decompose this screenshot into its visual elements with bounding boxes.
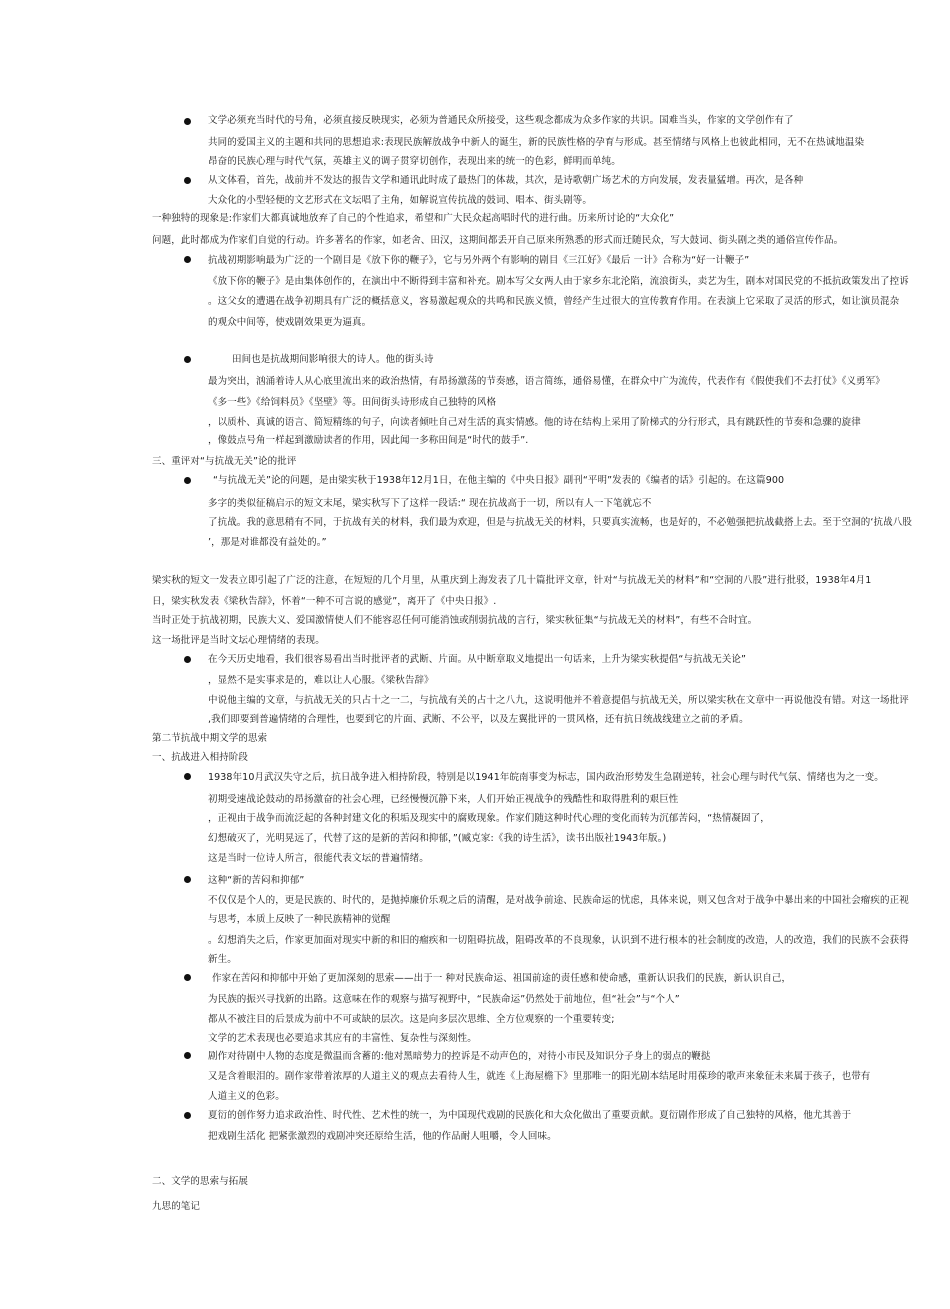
bullet-7 bbox=[184, 773, 191, 780]
text-line: 1938年10月武汉失守之后，抗日战争进入相持阶段，特别是以1941年皖南事变为标志，国内政治形势发生急剧逆转，社会心理与时代气氛、情绪也为之一变。 bbox=[208, 772, 884, 783]
text-line: 为民族的振兴寻找新的出路。这意味在作的观察与描写视野中，“民族命运”仍然处于前地位，但“社会”与“个人” bbox=[208, 994, 680, 1005]
text-line: 不仅仅是个人的，更是民族的、时代的，是抛掉廉价乐观之后的清醒，是对战争前途、民族命运的忧虑，具体来说，则又包含对于战争中暴出来的中国社会瘤疾的正视 bbox=[208, 895, 909, 906]
text-line: 又是含着眼泪的。剧作家带着浓厚的人道主义的观点去看待人生，就连《上海屋檐下》里那唯一的阳光剧本结尾时用葆珍的歌声来象征未来属于孩子，也带有 bbox=[208, 1071, 871, 1082]
text-line: 中说他主编的文章，与抗战无关的只占十之一二，与抗战有关的占十之八九，这说明他并不着意提倡与抗战无关，所以梁实秋在文章中一再说他没有错。对这一场批评 bbox=[208, 695, 909, 706]
text-line: 作家在苦闷和抑郁中开始了更加深刻的思索——出于一 种对民族命运、祖国前途的责任感和使命感，重新认识我们的民族，新认识自己， bbox=[212, 973, 792, 984]
text-line: 问题，此时都成为作家们自觉的行动。许多著名的作家，如老舍、田汉，这期间都丢开自己原来所熟悉的形式而迁随民众，写大鼓词、街头剧之类的通俗宣传作品。 bbox=[152, 235, 844, 246]
text-line: 与思考，本质上反映了一种民族精神的觉醒 bbox=[208, 914, 391, 925]
text-line: 田间也是抗战期间影响很大的诗人。他的街头诗 bbox=[232, 354, 434, 365]
text-line: 当时正处于抗战初期，民族大义、爱国激情使人们不能容忍任何可能消蚀或削弱抗战的言行，梁实秋征集“与抗战无关的材料”，有些不合时宜。 bbox=[152, 615, 758, 626]
footer-note: 九思的笔记 bbox=[152, 1201, 201, 1212]
text-line: 从文体看，首先，战前并不发达的报告文学和通讯此时成了最热门的体裁，其次，是诗歌朝广场艺术的方向发展，发表量猛增。再次，是各种 bbox=[208, 175, 804, 186]
text-line: 《多一些》《给饲料员》《坚壁》等。田间街头诗形成自己独特的风格 bbox=[208, 397, 497, 408]
text-line: 。这父女的遭遇在战争初期具有广泛的概括意义，容易激起观众的共鸣和民族义愤，曾经产生过很大的宣传教育作用。在表演上它采取了灵活的形式，如让演员混杂 bbox=[208, 296, 900, 307]
text-line: 了抗战。我的意思稍有不同，于抗战有关的材料，我们最为欢迎，但是与抗战无关的材料，只要真实流畅，也是好的，不必勉强把抗战截搭上去。至于空洞的‘抗战八股 bbox=[208, 517, 912, 528]
bullet-4 bbox=[184, 356, 191, 363]
text-line: 的观众中间等，使戏剧效果更为逼真。 bbox=[208, 317, 372, 328]
section-heading: 三、重评对“与抗战无关”论的批评 bbox=[152, 456, 297, 467]
text-line: 昂奋的民族心理与时代气氛，英雄主义的调子贯穿切创作，表现出来的统一的色彩，鲜明而单纯。 bbox=[208, 156, 621, 167]
bullet-11 bbox=[184, 1112, 191, 1119]
text-line: ，正视由于战争而流泛起的各种封建文化的积垢及现实中的腐败现象。作家们随这种时代心理的变化而转为沉郁苦闷，“热情凝固了， bbox=[208, 813, 770, 824]
text-line: 都从不被注目的后景成为前中不可或缺的层次。这是向多层次思维、全方位观察的一个重要转变; bbox=[208, 1014, 615, 1025]
text-line: ,我们即要到普遍情绪的合理性，也要到它的片面、武断、不公平，以及左翼批评的一贯风格，还有抗日统战线建立之前的矛盾。 bbox=[208, 714, 749, 725]
bullet-5 bbox=[184, 477, 191, 484]
section-heading: 一、抗战进入相持阶段 bbox=[152, 752, 249, 763]
text-line: 夏衍的创作努力追求政治性、时代性、艺术性的统一，为中国现代戏剧的民族化和大众化做出了重要贡献。夏衍剧作形成了自己独特的风格，他尤其善于 bbox=[208, 1110, 852, 1121]
text-line: 日，梁实秋发表《梁秋告辞》，怀着“一种不可言说的感觉”，离开了《中央日报》. bbox=[152, 596, 497, 607]
bullet-8 bbox=[184, 876, 191, 883]
text-line: 人道主义的色彩。 bbox=[208, 1091, 285, 1102]
text-line: ，显然不是实事求是的，难以让人心服。《梁秋告辞》 bbox=[208, 675, 434, 686]
section-heading: 二、文学的思索与拓展 bbox=[152, 1176, 249, 1187]
text-line: 最为突出，汹涌着诗人从心底里流出来的政治热情，有昂扬激荡的节奏感，语言简练，通俗易懂，在群众中广为流传，代表作有《假使我们不去打仗》《义勇军》 bbox=[208, 376, 885, 387]
bullet-6 bbox=[184, 656, 191, 663]
bullet-2 bbox=[184, 177, 191, 184]
text-line: 抗战初期影响最为广泛的一个剧目是《放下你的鞭子》，它与另外两个有影响的剧目《三江好》《最后 一计》合称为“好一计鞭子” bbox=[208, 255, 750, 266]
section-heading: 第二节抗战中期文学的思索 bbox=[152, 733, 268, 744]
text-line: 多字的类似征稿启示的短文末尾，梁实秋写下了这样一段话:“ 现在抗战高于一切，所以有人一下笔就忘不 bbox=[208, 498, 652, 509]
text-line: 这一场批评是当时文坛心理情绪的表现。 bbox=[152, 635, 325, 646]
text-line: 文学必须充当时代的号角，必须直接反映现实，必须为普通民众所接受，这些观念都成为众多作家的共识。国难当头，作家的文学创作有了 bbox=[208, 115, 794, 126]
text-line: 梁实秋的短文一发表立即引起了广泛的注意，在短短的几个月里，从重庆到上海发表了几十篇批评文章，针对“与抗战无关的材料”和“空洞的八股”进行批驳，1938年4月1 bbox=[152, 575, 872, 586]
text-line: 初期受速战论鼓动的昂扬激奋的社会心理，已经慢慢沉静下来，人们开始正视战争的残酷性和取得胜利的艰巨性 bbox=[208, 794, 679, 805]
text-line: 一种独特的现象是:作家们大都真诚地放弃了自己的个性追求，希望和广大民众起高唱时代的进行曲。历来所讨论的“大众化” bbox=[152, 213, 675, 224]
text-line: 大众化的小型轻便的文艺形式在文坛唱了主角，如解说宣传抗战的鼓词、唱本、街头剧等。 bbox=[208, 195, 593, 206]
text-line: 这是当时一位诗人所言，很能代表文坛的普遍情绪。 bbox=[208, 853, 429, 864]
text-line: 幻想破灭了，光明晃远了，代替了这的是新的苦闷和抑郁，”(臧克家:《我的诗生活》，读书出版社1943年版。) bbox=[208, 833, 667, 844]
text-line: 在今天历史地看，我们很容易看出当时批评者的武断、片面。从中断章取义地提出一句话来，上升为梁实秋提倡“与抗战无关论” bbox=[208, 654, 747, 665]
text-line: “与抗战无关”论的问题，是由梁实秋于1938年12月1日，在他主编的《中央日报》副刊“平明”发表的《编者的话》引起的。在这篇900 bbox=[213, 475, 785, 486]
text-line: 文学的艺术表现也必要追求其应有的丰富性、复杂性与深刻性。 bbox=[208, 1033, 477, 1044]
bullet-10 bbox=[184, 1052, 191, 1059]
bullet-9 bbox=[184, 974, 191, 981]
bullet-1 bbox=[184, 118, 191, 125]
text-line: ，以质朴、真诚的语言、简短精练的句子，向读者倾吐自己对生活的真实情感。他的诗在结构上采用了阶梯式的分行形式，具有跳跃性的节奏和急骤的旋律 bbox=[208, 417, 861, 428]
text-line: ’，那是对谁都没有益处的。” bbox=[208, 537, 327, 548]
text-line: 《放下你的鞭子》是由集体创作的，在演出中不断得到丰富和补充。剧本写父女两人由于家乡东北沦陷，流浪街头，卖艺为生，剧本对国民党的不抵抗政策发出了控诉 bbox=[208, 276, 909, 287]
text-line: 剧作对待剧中人物的态度是微温而含蓄的:他对黑暗势力的控诉是不动声色的，对待小市民及知识分子身上的弱点的鞭挞 bbox=[208, 1051, 711, 1062]
text-line: ，像鼓点号角一样起到激励读者的作用，因此闻一多称田间是“时代的鼓手”. bbox=[208, 435, 529, 446]
text-line: 共同的爱国主义的主题和共同的思想追求:表现民族解放战争中新人的诞生，新的民族性格的孕育与形成。甚至情绪与风格上也彼此相同，无不在热诚地温染 bbox=[208, 137, 865, 148]
bullet-3 bbox=[184, 256, 191, 263]
text-line: 。幻想消失之后，作家更加面对现实中新的和旧的瘤疾和一切阻碍抗战，阻碍改革的不良现象，认识到不进行根本的社会制度的改造，人的改造，我们的民族不会获得 bbox=[208, 935, 909, 946]
text-line: 把戏剧生活化 把紧张激烈的戏剧冲突还原给生活，他的作品耐人咀嚼，令人回味。 bbox=[208, 1131, 557, 1142]
text-line: 这种“新的苦闷和抑郁” bbox=[208, 875, 305, 886]
text-line: 新生。 bbox=[208, 954, 237, 965]
